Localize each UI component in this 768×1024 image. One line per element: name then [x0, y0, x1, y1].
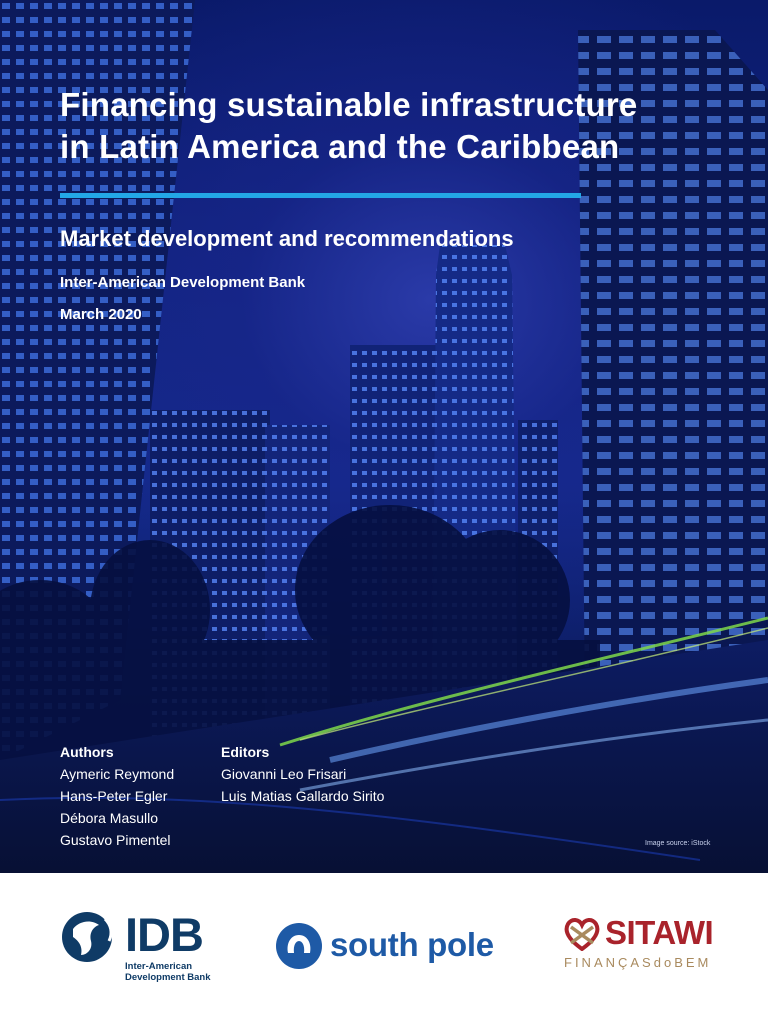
author-name: Gustavo Pimentel: [60, 832, 171, 848]
sitawi-heart-knot-icon: [562, 915, 602, 951]
south-pole-logo: [274, 921, 514, 971]
editors-list: [221, 741, 384, 807]
idb-globe-icon: [59, 911, 119, 963]
author-name: Aymeric Reymond: [60, 766, 175, 782]
editor-name: Giovanni Leo Frisari: [221, 766, 347, 782]
idb-full-name: [125, 961, 211, 983]
author-name: Débora Masullo: [60, 810, 159, 826]
idb-logo: [59, 908, 219, 983]
report-subtitle: Market development and recommendations: [60, 226, 514, 251]
sitawi-logo: [562, 913, 732, 977]
authors-heading: Authors: [60, 744, 114, 760]
idb-wordmark: IDB: [125, 908, 203, 961]
south-pole-circle-icon: [274, 921, 324, 971]
idb-full-name-line-1: Inter-American: [125, 961, 193, 972]
report-title: [60, 84, 740, 168]
image-credit: Image source: iStock: [645, 840, 711, 847]
report-title-line-1: Financing sustainable infrastructure: [60, 86, 638, 123]
publisher-name: Inter-American Development Bank: [60, 274, 306, 291]
editors-heading: Editors: [221, 744, 270, 760]
sitawi-tagline: FINANÇASdoBEM: [564, 955, 712, 970]
south-pole-wordmark: south pole: [330, 926, 494, 963]
authors-list: [60, 741, 174, 851]
partner-logos-bar: [0, 873, 768, 1024]
idb-full-name-line-2: Development Bank: [125, 972, 211, 983]
publication-date: March 2020: [60, 306, 142, 323]
sitawi-wordmark: SITAWI: [605, 914, 714, 951]
title-divider: [60, 193, 581, 198]
report-title-line-2: in Latin America and the Caribbean: [60, 128, 620, 165]
editor-name: Luis Matias Gallardo Sirito: [221, 788, 385, 804]
author-name: Hans-Peter Egler: [60, 788, 168, 804]
